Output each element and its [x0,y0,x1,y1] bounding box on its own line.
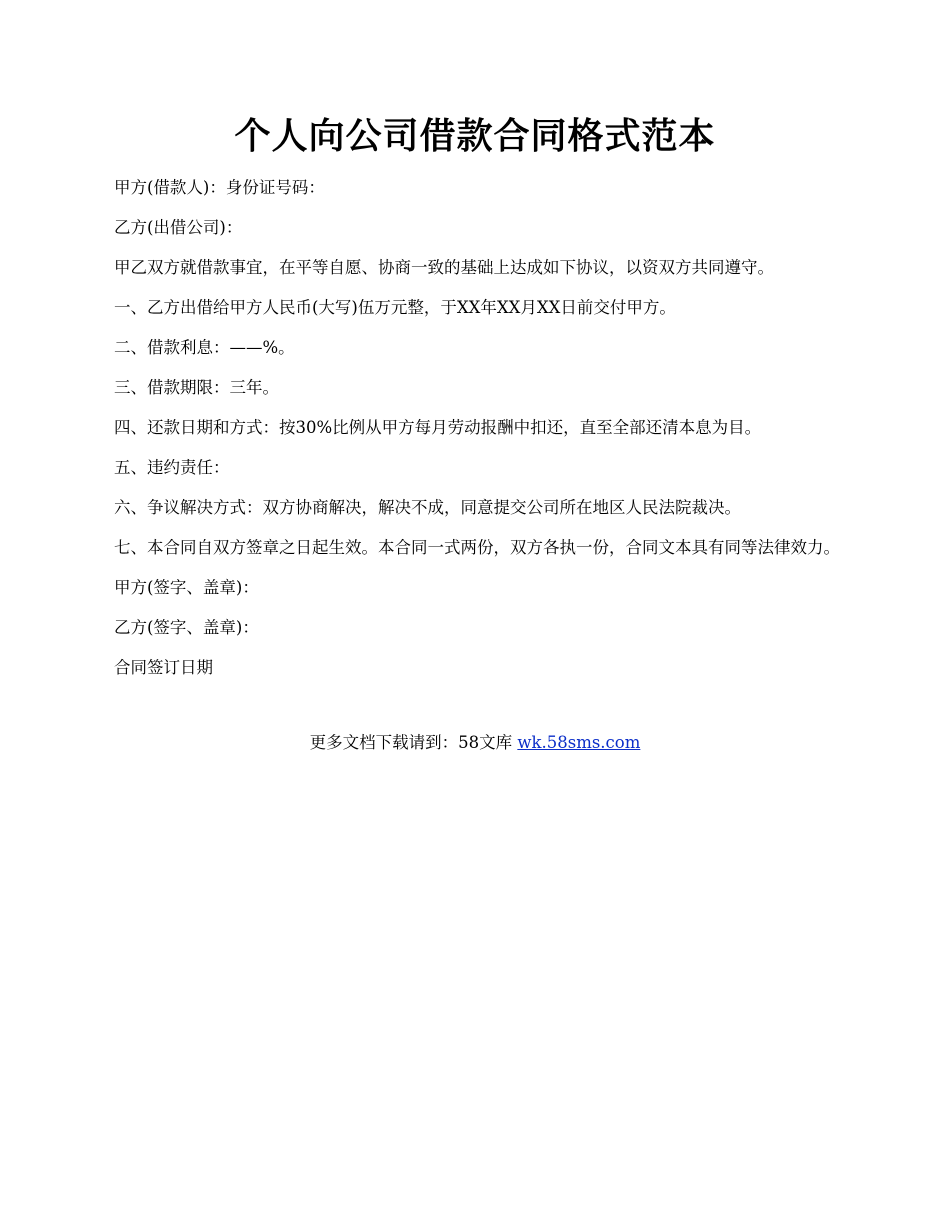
party-a-signature: 甲方(签字、盖章)： [114,578,259,597]
document-title: 个人向公司借款合同格式范本 [234,115,716,157]
clause-2-interest: 二、借款利息：——%。 [114,338,295,357]
clause-5-liability: 五、违约责任： [114,458,230,477]
clause-3-term: 三、借款期限：三年。 [114,378,279,397]
agreement-intro: 甲乙双方就借款事宜，在平等自愿、协商一致的基础上达成如下协议，以资双方共同遵守。 [114,258,774,277]
clause-1-amount: 一、乙方出借给甲方人民币(大写)伍万元整，于XX年XX月XX日前交付甲方。 [114,298,676,317]
clause-7-effectiveness: 七、本合同自双方签章之日起生效。本合同一式两份，双方各执一份，合同文本具有同等法律效力。 [114,538,840,557]
party-a-line: 甲方(借款人)：身份证号码： [114,178,325,197]
clause-4-repayment: 四、还款日期和方式：按30%比例从甲方每月劳动报酬中扣还，直至全部还清本息为目。 [114,418,762,437]
party-b-line: 乙方(出借公司)： [114,218,243,237]
footer-link[interactable]: wk.58sms.com [517,733,641,752]
clause-6-dispute: 六、争议解决方式：双方协商解决，解决不成，同意提交公司所在地区人民法院裁决。 [114,498,741,517]
footer-text: 更多文档下载请到：58文库 [309,733,518,752]
party-b-signature: 乙方(签字、盖章)： [114,618,259,637]
signing-date: 合同签订日期 [114,658,213,677]
document-body [114,178,844,698]
download-footer [0,731,950,755]
